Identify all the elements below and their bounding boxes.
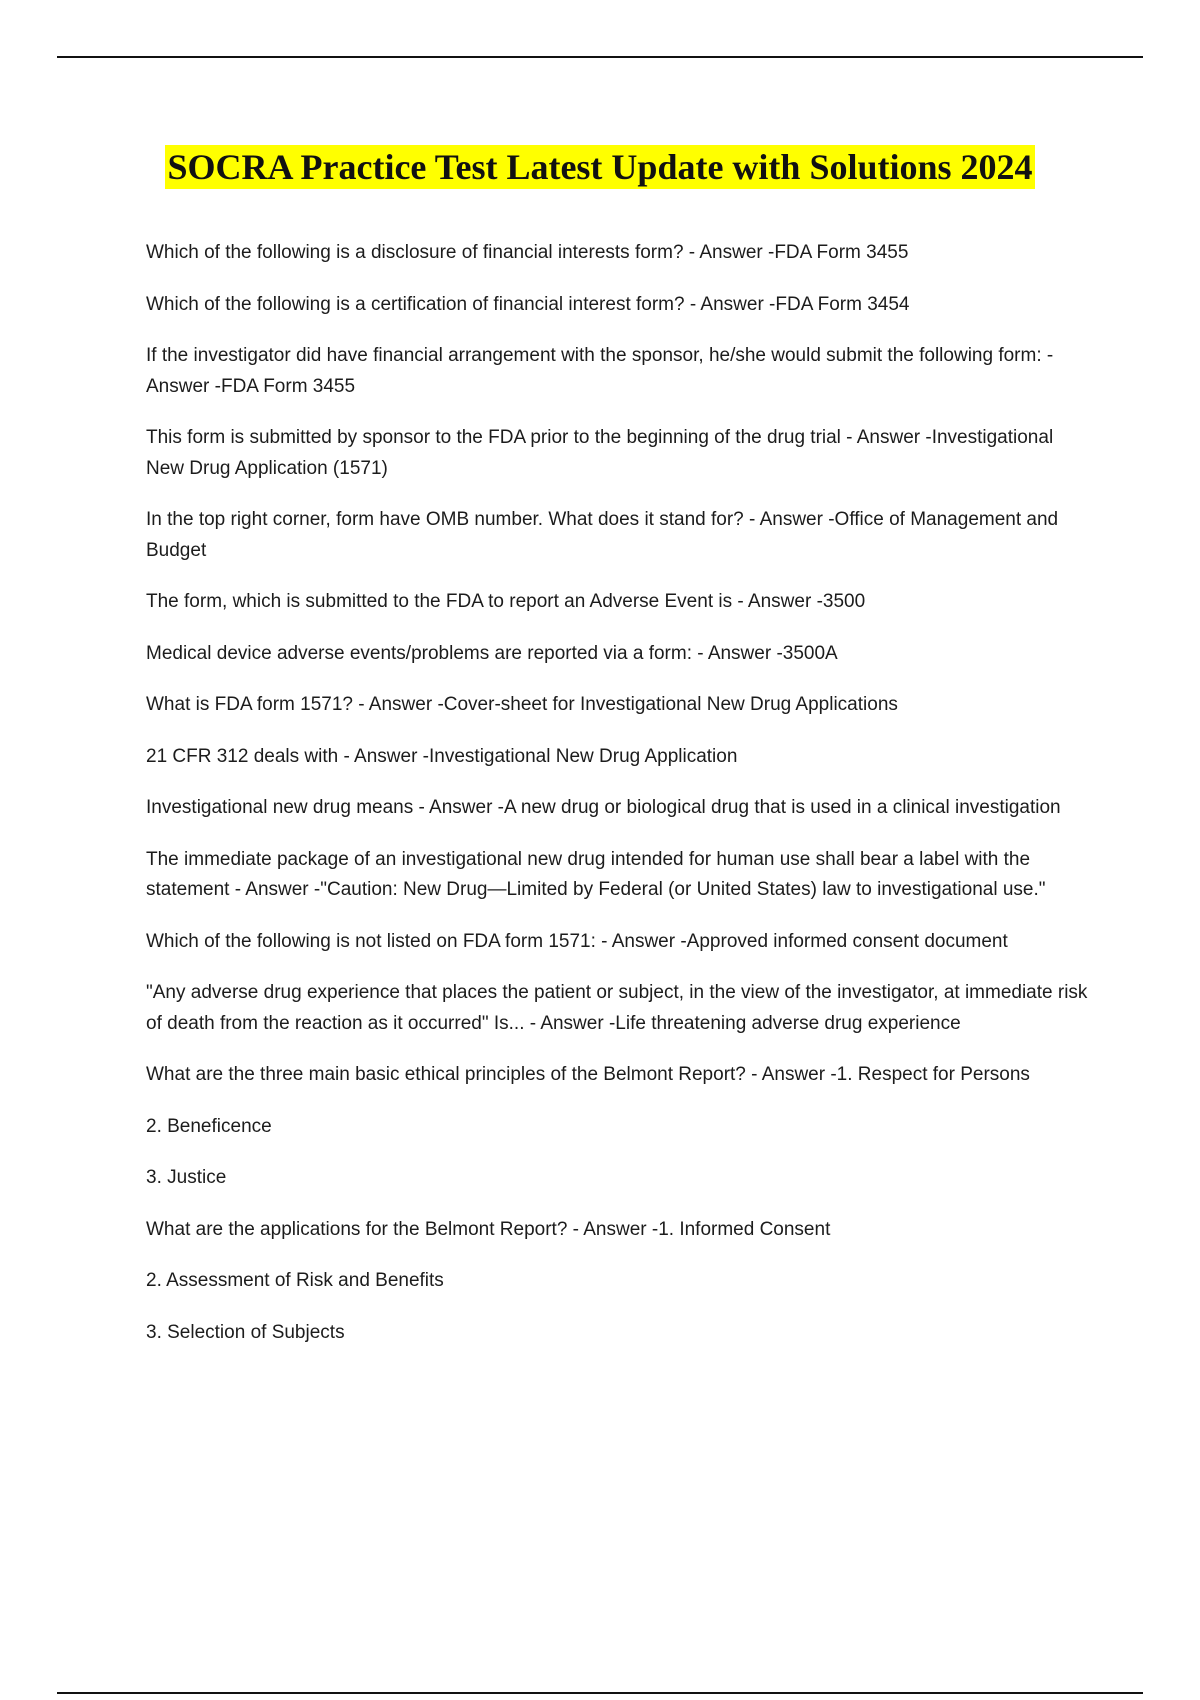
footer-rule bbox=[57, 1692, 1143, 1694]
qa-item: 2. Assessment of Risk and Benefits bbox=[146, 1270, 444, 1291]
qa-item: Which of the following is a certification of financial interest form? - Answer -FDA Form 3454 bbox=[146, 293, 910, 315]
qa-item: The form, which is submitted to the FDA to report an Adverse Event is - Answer -3500 bbox=[146, 591, 866, 612]
qa-item: Which of the following is a disclosure of financial interests form? - Answer -FDA Form 3455 bbox=[146, 242, 909, 263]
header-rule bbox=[57, 56, 1143, 58]
qa-item: In the top right corner, form have OMB number. What does it stand for? - Answer -Office of Management and Budget bbox=[146, 509, 1059, 561]
qa-item: Medical device adverse events/problems are reported via a form: - Answer -3500A bbox=[146, 642, 838, 664]
qa-item: 3. Justice bbox=[146, 1167, 227, 1188]
qa-item: "Any adverse drug experience that places the patient or subject, in the view of the investigator, at immediate risk of death from the reaction as it occurred" Is... - Answer -Life threatening adverse drug experience bbox=[146, 982, 1088, 1034]
qa-list bbox=[146, 238, 1096, 1369]
qa-item: What are the three main basic ethical principles of the Belmont Report? - Answer -1. Respect for Persons bbox=[146, 1064, 1030, 1085]
qa-item: What are the applications for the Belmont Report? - Answer -1. Informed Consent bbox=[146, 1218, 831, 1240]
qa-item: What is FDA form 1571? - Answer -Cover-sheet for Investigational New Drug Applications bbox=[146, 694, 898, 715]
qa-item: Investigational new drug means - Answer -A new drug or biological drug that is used in a clinical investigation bbox=[146, 797, 1061, 818]
qa-item: This form is submitted by sponsor to the FDA prior to the beginning of the drug trial - Answer -Investigational New Drug Application (1571) bbox=[146, 427, 1054, 479]
qa-item: 21 CFR 312 deals with - Answer -Investigational New Drug Application bbox=[146, 745, 738, 767]
qa-item: If the investigator did have financial arrangement with the sponsor, he/she would submit the following form: - Answer -FDA Form 3455 bbox=[146, 345, 1054, 397]
qa-item: Which of the following is not listed on FDA form 1571: - Answer -Approved informed consent document bbox=[146, 930, 1008, 952]
page-title: SOCRA Practice Test Latest Update with Solutions 2024 bbox=[167, 147, 1033, 187]
qa-item: The immediate package of an investigational new drug intended for human use shall bear a label with the statement - Answer -"Caution: New Drug—Limited by Federal (or United States) law to investigational use." bbox=[146, 848, 1046, 900]
qa-item: 2. Beneficence bbox=[146, 1115, 272, 1137]
title-container bbox=[0, 145, 1200, 189]
qa-item: 3. Selection of Subjects bbox=[146, 1321, 345, 1343]
